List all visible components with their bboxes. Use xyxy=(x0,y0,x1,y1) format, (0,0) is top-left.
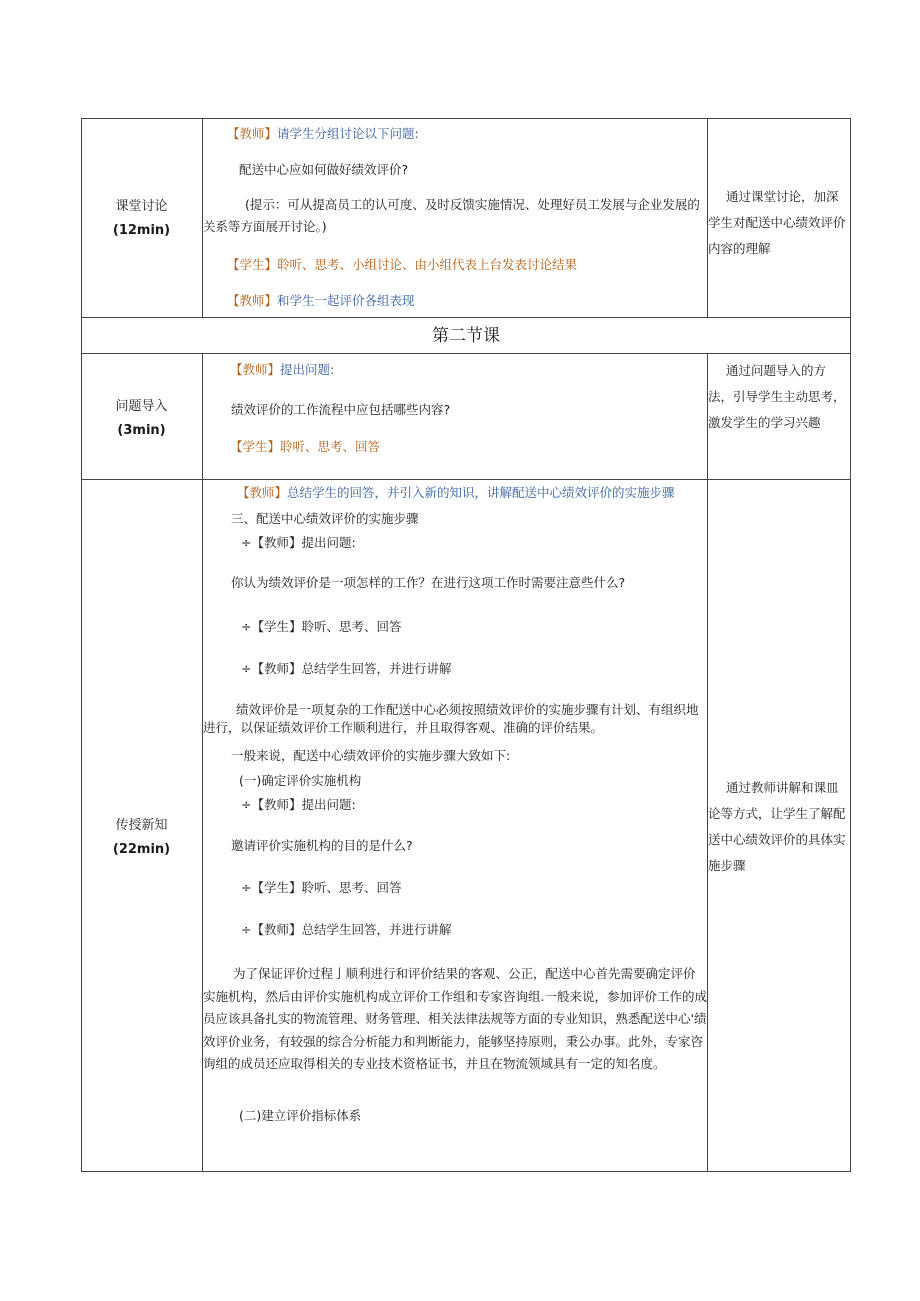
content-paragraph: 绩效评价是一项复杂的工作配送中心必须按照绩效评价的实施步骤有计划、有组织地进行，以保证绩效评价工作顺利进行，并且取得客观、准确的评价结果。 xyxy=(203,702,699,735)
table-border-right xyxy=(850,118,851,1172)
row-divider xyxy=(81,479,851,480)
content-line: ÷【学生】聆听、思考、回答 xyxy=(241,619,402,634)
content-line: ÷【教师】总结学生回答，并进行讲解 xyxy=(241,661,452,676)
content-line: 邀请评价实施机构的目的是什么? xyxy=(231,838,413,853)
stage-duration: (3min) xyxy=(117,423,166,438)
table-border-top xyxy=(81,118,851,119)
content-line: (二)建立评价指标体系 xyxy=(239,1108,362,1123)
content-line: ÷【学生】聆听、思考、回答 xyxy=(241,880,402,895)
content-line: 【学生】聆听、思考、小组讨论、由小组代表上台发表讨论结果 xyxy=(227,257,578,272)
row-label-new-knowledge xyxy=(81,814,202,862)
section-title: 第二节课 xyxy=(432,326,500,346)
content-line: 一般来说，配送中心绩效评价的实施步骤大致如下: xyxy=(231,748,511,763)
content-line: 【教师】和学生一起评价各组表现 xyxy=(227,293,415,308)
content-line: 【教师】请学生分组讨论以下问题: xyxy=(227,126,419,141)
row-purpose-note: 通过问题导入的方法，引导学生主动思考，激发学生的学习兴趣 xyxy=(708,363,846,430)
table-border-left xyxy=(81,118,82,1172)
content-line: ÷【教师】提出问题: xyxy=(241,797,356,812)
stage-name: 课堂讨论 xyxy=(115,199,168,214)
content-line: 绩效评价的工作流程中应包括哪些内容? xyxy=(231,402,451,417)
content-paragraph: (提示：可从提高员工的认可度、及时反馈实施情况、处理好员工发展与企业发展的关系等方面展开讨论。) xyxy=(203,197,700,234)
content-paragraph: 为了保证评价过程亅顺利进行和评价结果的客观、公正，配送中心首先需要确定评价实施机构，然后由评价实施机构成立评价工作组和专家咨询组.一般来说，参加评价工作的成员应该具备扎实的物流管理、财务管理、相关法律法规等方面的专业知识，熟悉配送中心'绩效评价业务，有较强的综合分析能力和判断能力，能够坚持原则，秉公办事。此外，专家咨询组的成员还应取得相关的专业技术资格证书，并且在物流领域具有一定的知名度。 xyxy=(203,966,707,1071)
content-line: (一)确定评价实施机构 xyxy=(239,773,362,788)
stage-duration: (22min) xyxy=(112,842,171,857)
content-line: 【教师】提出问题: xyxy=(230,362,335,377)
stage-name: 传授新知 xyxy=(115,818,168,833)
row-purpose-note: 通过教师讲解和课皿论等方式，让学生了解配送中心绩效评价的具体实施步骤 xyxy=(708,780,846,873)
lesson-plan-table xyxy=(81,118,851,1172)
content-line: 【学生】聆听、思考、回答 xyxy=(230,439,381,454)
stage-name: 问题导入 xyxy=(115,399,168,414)
stage-duration: (12min) xyxy=(112,223,171,238)
content-line: 配送中心应如何做好绩效评价? xyxy=(239,162,409,177)
col-divider xyxy=(707,353,708,1172)
row-purpose-note: 通过课堂讨论，加深学生对配送中心绩效评价内容的理解 xyxy=(708,189,846,256)
content-line: 三、配送中心绩效评价的实施步骤 xyxy=(231,511,419,526)
content-line: ÷【教师】总结学生回答，并进行讲解 xyxy=(241,922,452,937)
row-label-discussion xyxy=(81,195,202,243)
content-line: ÷【教师】提出问题: xyxy=(241,535,356,550)
content-line: 【教师】总结学生的回答，并引入新的知识，讲解配送中心绩效评价的实施步骤 xyxy=(237,485,675,500)
row-label-intro xyxy=(81,395,202,443)
content-line: 你认为绩效评价是一项怎样的工作？在进行这项工作时需要注意些什么? xyxy=(231,575,626,590)
table-border-bottom xyxy=(81,1171,851,1172)
